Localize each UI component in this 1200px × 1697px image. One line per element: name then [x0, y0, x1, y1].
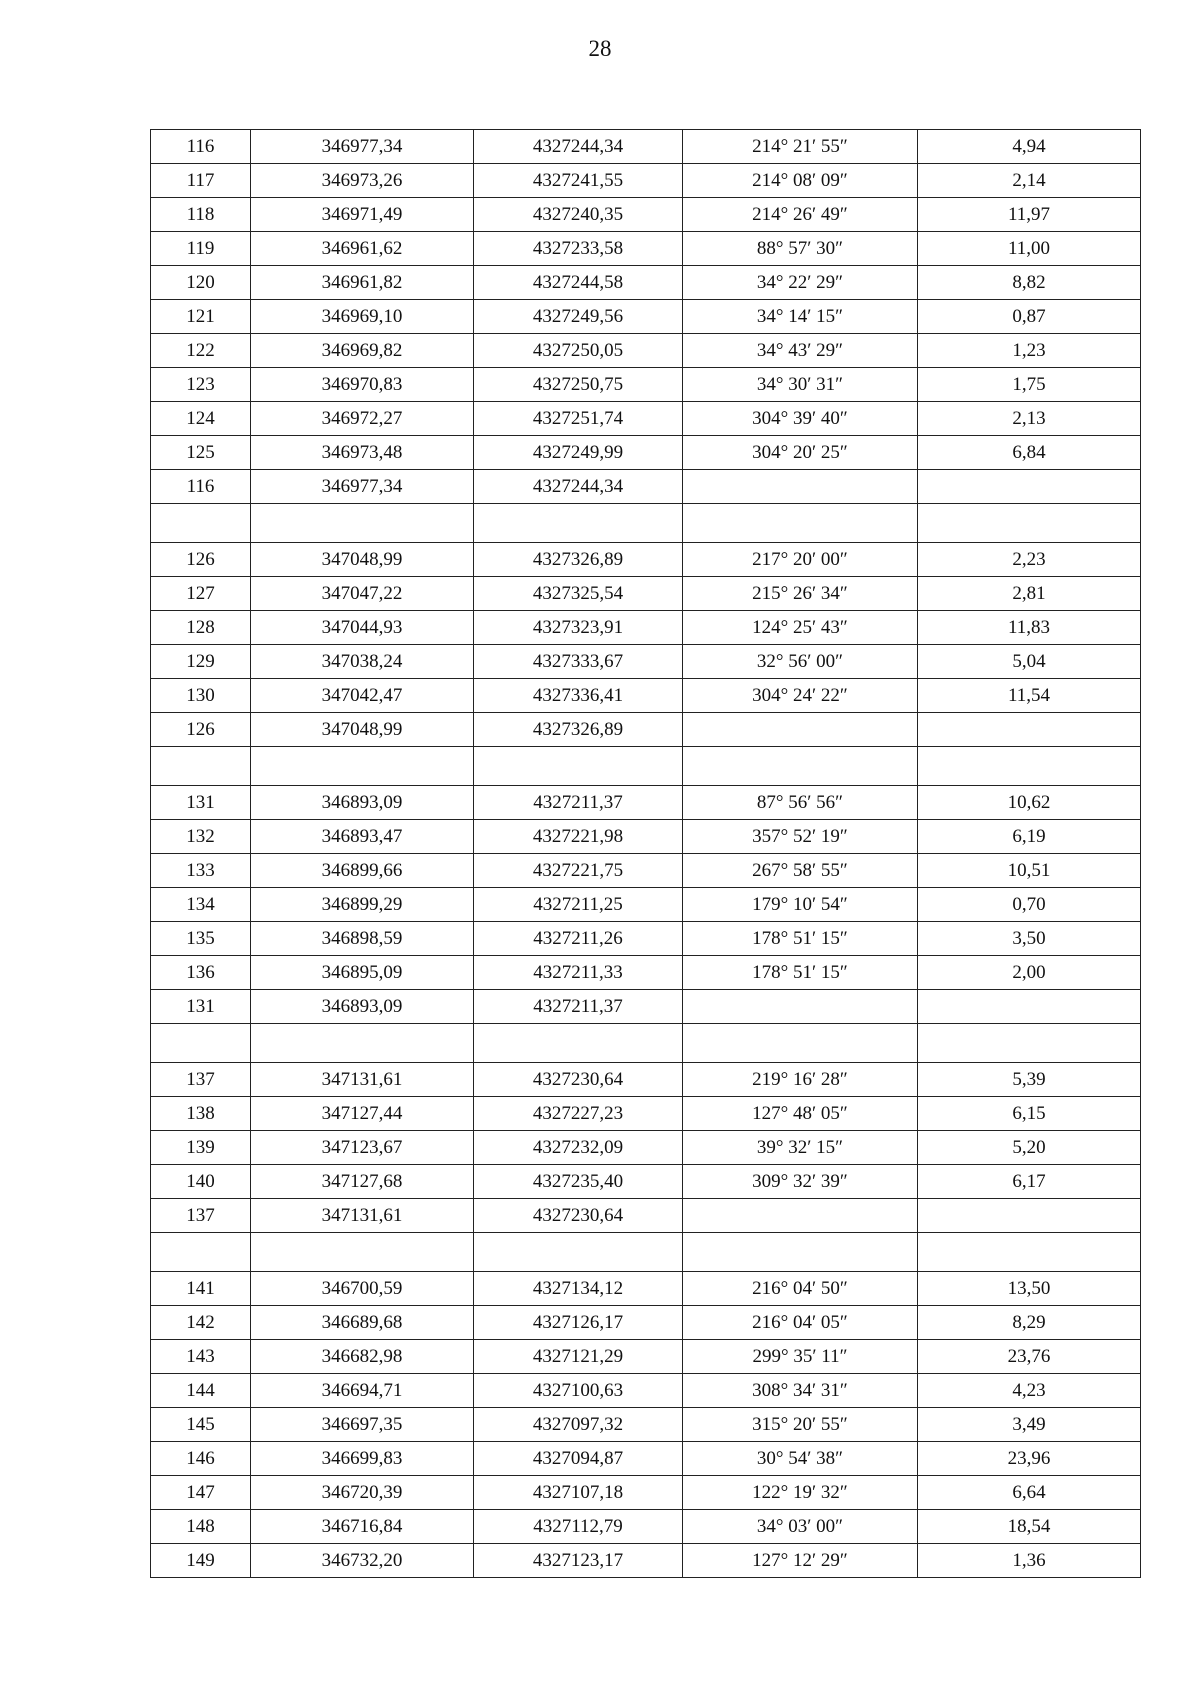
point-number-cell: 144 [151, 1374, 251, 1408]
table-row [151, 300, 1141, 334]
bearing-cell: 127° 12′ 29″ [683, 1544, 918, 1578]
distance-cell [918, 747, 1141, 786]
point-number-cell: 145 [151, 1408, 251, 1442]
bearing-cell: 216° 04′ 50″ [683, 1272, 918, 1306]
point-number-cell: 142 [151, 1306, 251, 1340]
distance-cell: 0,70 [918, 888, 1141, 922]
distance-cell [918, 470, 1141, 504]
table-row [151, 198, 1141, 232]
table-row [151, 232, 1141, 266]
y-coordinate-cell [474, 1233, 683, 1272]
distance-cell: 3,49 [918, 1408, 1141, 1442]
bearing-cell: 267° 58′ 55″ [683, 854, 918, 888]
table-row [151, 956, 1141, 990]
table-row [151, 164, 1141, 198]
x-coordinate-cell: 346716,84 [251, 1510, 474, 1544]
x-coordinate-cell: 347047,22 [251, 577, 474, 611]
distance-cell: 8,29 [918, 1306, 1141, 1340]
x-coordinate-cell: 346732,20 [251, 1544, 474, 1578]
bearing-cell: 304° 20′ 25″ [683, 436, 918, 470]
separator-row [151, 747, 1141, 786]
table-row [151, 1442, 1141, 1476]
y-coordinate-cell: 4327123,17 [474, 1544, 683, 1578]
x-coordinate-cell: 347038,24 [251, 645, 474, 679]
table-row [151, 1510, 1141, 1544]
table-row [151, 368, 1141, 402]
point-number-cell: 149 [151, 1544, 251, 1578]
y-coordinate-cell [474, 747, 683, 786]
table-row [151, 1165, 1141, 1199]
bearing-cell: 178° 51′ 15″ [683, 956, 918, 990]
x-coordinate-cell: 346898,59 [251, 922, 474, 956]
point-number-cell: 122 [151, 334, 251, 368]
x-coordinate-cell: 346720,39 [251, 1476, 474, 1510]
x-coordinate-cell: 346977,34 [251, 130, 474, 164]
distance-cell: 3,50 [918, 922, 1141, 956]
x-coordinate-cell: 347042,47 [251, 679, 474, 713]
y-coordinate-cell: 4327244,58 [474, 266, 683, 300]
bearing-cell: 178° 51′ 15″ [683, 922, 918, 956]
y-coordinate-cell: 4327211,37 [474, 786, 683, 820]
bearing-cell: 219° 16′ 28″ [683, 1063, 918, 1097]
bearing-cell [683, 1024, 918, 1063]
point-number-cell: 132 [151, 820, 251, 854]
y-coordinate-cell: 4327134,12 [474, 1272, 683, 1306]
table-row [151, 1476, 1141, 1510]
x-coordinate-cell: 346700,59 [251, 1272, 474, 1306]
distance-cell: 4,23 [918, 1374, 1141, 1408]
distance-cell: 6,64 [918, 1476, 1141, 1510]
x-coordinate-cell: 346893,09 [251, 786, 474, 820]
table-row [151, 402, 1141, 436]
point-number-cell: 148 [151, 1510, 251, 1544]
bearing-cell [683, 470, 918, 504]
distance-cell [918, 1024, 1141, 1063]
bearing-cell: 122° 19′ 32″ [683, 1476, 918, 1510]
x-coordinate-cell: 346893,09 [251, 990, 474, 1024]
point-number-cell: 125 [151, 436, 251, 470]
x-coordinate-cell: 346969,10 [251, 300, 474, 334]
point-number-cell [151, 1024, 251, 1063]
y-coordinate-cell: 4327121,29 [474, 1340, 683, 1374]
distance-cell: 6,17 [918, 1165, 1141, 1199]
x-coordinate-cell: 346893,47 [251, 820, 474, 854]
bearing-cell: 214° 08′ 09″ [683, 164, 918, 198]
bearing-cell: 304° 39′ 40″ [683, 402, 918, 436]
point-number-cell: 139 [151, 1131, 251, 1165]
y-coordinate-cell: 4327241,55 [474, 164, 683, 198]
x-coordinate-cell: 346970,83 [251, 368, 474, 402]
bearing-cell: 124° 25′ 43″ [683, 611, 918, 645]
distance-cell: 2,23 [918, 543, 1141, 577]
x-coordinate-cell: 346961,82 [251, 266, 474, 300]
point-number-cell: 131 [151, 990, 251, 1024]
table-row [151, 543, 1141, 577]
distance-cell: 11,54 [918, 679, 1141, 713]
point-number-cell: 116 [151, 470, 251, 504]
x-coordinate-cell: 347131,61 [251, 1199, 474, 1233]
y-coordinate-cell: 4327230,64 [474, 1063, 683, 1097]
y-coordinate-cell: 4327230,64 [474, 1199, 683, 1233]
y-coordinate-cell: 4327244,34 [474, 470, 683, 504]
point-number-cell: 129 [151, 645, 251, 679]
table-row [151, 334, 1141, 368]
bearing-cell [683, 713, 918, 747]
x-coordinate-cell [251, 504, 474, 543]
table-row [151, 1131, 1141, 1165]
bearing-cell: 30° 54′ 38″ [683, 1442, 918, 1476]
bearing-cell: 357° 52′ 19″ [683, 820, 918, 854]
distance-cell [918, 1199, 1141, 1233]
distance-cell: 23,76 [918, 1340, 1141, 1374]
point-number-cell: 117 [151, 164, 251, 198]
bearing-cell: 214° 21′ 55″ [683, 130, 918, 164]
y-coordinate-cell: 4327333,67 [474, 645, 683, 679]
distance-cell: 5,39 [918, 1063, 1141, 1097]
bearing-cell: 32° 56′ 00″ [683, 645, 918, 679]
x-coordinate-cell: 347048,99 [251, 713, 474, 747]
distance-cell [918, 504, 1141, 543]
distance-cell: 6,19 [918, 820, 1141, 854]
x-coordinate-cell: 347123,67 [251, 1131, 474, 1165]
y-coordinate-cell: 4327249,99 [474, 436, 683, 470]
separator-row [151, 1233, 1141, 1272]
point-number-cell: 128 [151, 611, 251, 645]
table-row [151, 1340, 1141, 1374]
x-coordinate-cell: 346969,82 [251, 334, 474, 368]
bearing-cell [683, 1233, 918, 1272]
bearing-cell: 315° 20′ 55″ [683, 1408, 918, 1442]
distance-cell: 13,50 [918, 1272, 1141, 1306]
point-number-cell: 138 [151, 1097, 251, 1131]
table-row [151, 1544, 1141, 1578]
x-coordinate-cell: 346682,98 [251, 1340, 474, 1374]
y-coordinate-cell [474, 1024, 683, 1063]
y-coordinate-cell: 4327211,25 [474, 888, 683, 922]
x-coordinate-cell [251, 1024, 474, 1063]
y-coordinate-cell: 4327326,89 [474, 543, 683, 577]
y-coordinate-cell: 4327097,32 [474, 1408, 683, 1442]
point-number-cell: 124 [151, 402, 251, 436]
table-row [151, 820, 1141, 854]
point-number-cell [151, 504, 251, 543]
separator-row [151, 1024, 1141, 1063]
y-coordinate-cell: 4327244,34 [474, 130, 683, 164]
table-row [151, 1408, 1141, 1442]
x-coordinate-cell: 346899,29 [251, 888, 474, 922]
distance-cell: 8,82 [918, 266, 1141, 300]
x-coordinate-cell: 346977,34 [251, 470, 474, 504]
distance-cell: 4,94 [918, 130, 1141, 164]
point-number-cell: 137 [151, 1199, 251, 1233]
y-coordinate-cell: 4327211,33 [474, 956, 683, 990]
coordinates-table-body [151, 130, 1141, 1578]
bearing-cell [683, 747, 918, 786]
x-coordinate-cell: 347127,44 [251, 1097, 474, 1131]
x-coordinate-cell: 347044,93 [251, 611, 474, 645]
table-row [151, 266, 1141, 300]
bearing-cell: 34° 03′ 00″ [683, 1510, 918, 1544]
point-number-cell: 133 [151, 854, 251, 888]
y-coordinate-cell: 4327249,56 [474, 300, 683, 334]
distance-cell: 1,36 [918, 1544, 1141, 1578]
x-coordinate-cell: 346899,66 [251, 854, 474, 888]
y-coordinate-cell: 4327326,89 [474, 713, 683, 747]
distance-cell: 23,96 [918, 1442, 1141, 1476]
table-row [151, 470, 1141, 504]
y-coordinate-cell: 4327235,40 [474, 1165, 683, 1199]
y-coordinate-cell: 4327107,18 [474, 1476, 683, 1510]
x-coordinate-cell: 346895,09 [251, 956, 474, 990]
bearing-cell: 217° 20′ 00″ [683, 543, 918, 577]
point-number-cell: 147 [151, 1476, 251, 1510]
y-coordinate-cell: 4327211,26 [474, 922, 683, 956]
table-row [151, 130, 1141, 164]
x-coordinate-cell: 346972,27 [251, 402, 474, 436]
bearing-cell: 34° 43′ 29″ [683, 334, 918, 368]
point-number-cell: 143 [151, 1340, 251, 1374]
distance-cell: 18,54 [918, 1510, 1141, 1544]
point-number-cell: 123 [151, 368, 251, 402]
x-coordinate-cell: 346689,68 [251, 1306, 474, 1340]
y-coordinate-cell: 4327250,05 [474, 334, 683, 368]
distance-cell [918, 1233, 1141, 1272]
y-coordinate-cell: 4327221,75 [474, 854, 683, 888]
distance-cell: 1,23 [918, 334, 1141, 368]
y-coordinate-cell: 4327251,74 [474, 402, 683, 436]
x-coordinate-cell: 346961,62 [251, 232, 474, 266]
distance-cell: 11,83 [918, 611, 1141, 645]
table-row [151, 645, 1141, 679]
bearing-cell: 88° 57′ 30″ [683, 232, 918, 266]
point-number-cell: 141 [151, 1272, 251, 1306]
distance-cell [918, 990, 1141, 1024]
table-row [151, 1063, 1141, 1097]
point-number-cell: 146 [151, 1442, 251, 1476]
point-number-cell: 118 [151, 198, 251, 232]
y-coordinate-cell: 4327100,63 [474, 1374, 683, 1408]
y-coordinate-cell: 4327227,23 [474, 1097, 683, 1131]
table-row [151, 1272, 1141, 1306]
x-coordinate-cell: 346973,26 [251, 164, 474, 198]
bearing-cell: 179° 10′ 54″ [683, 888, 918, 922]
point-number-cell: 130 [151, 679, 251, 713]
point-number-cell: 134 [151, 888, 251, 922]
y-coordinate-cell: 4327233,58 [474, 232, 683, 266]
point-number-cell: 136 [151, 956, 251, 990]
point-number-cell [151, 747, 251, 786]
bearing-cell: 34° 30′ 31″ [683, 368, 918, 402]
table-row [151, 786, 1141, 820]
distance-cell: 2,81 [918, 577, 1141, 611]
point-number-cell: 140 [151, 1165, 251, 1199]
point-number-cell: 137 [151, 1063, 251, 1097]
x-coordinate-cell: 346697,35 [251, 1408, 474, 1442]
y-coordinate-cell: 4327112,79 [474, 1510, 683, 1544]
distance-cell: 11,00 [918, 232, 1141, 266]
bearing-cell: 39° 32′ 15″ [683, 1131, 918, 1165]
x-coordinate-cell: 347127,68 [251, 1165, 474, 1199]
page-number: 28 [588, 36, 612, 61]
table-row [151, 1374, 1141, 1408]
table-row [151, 854, 1141, 888]
y-coordinate-cell: 4327336,41 [474, 679, 683, 713]
point-number-cell: 119 [151, 232, 251, 266]
distance-cell: 5,04 [918, 645, 1141, 679]
distance-cell: 2,14 [918, 164, 1141, 198]
point-number-cell: 126 [151, 543, 251, 577]
table-row [151, 990, 1141, 1024]
distance-cell: 2,00 [918, 956, 1141, 990]
table-row [151, 1199, 1141, 1233]
x-coordinate-cell: 346971,49 [251, 198, 474, 232]
table-row [151, 1306, 1141, 1340]
bearing-cell: 34° 14′ 15″ [683, 300, 918, 334]
distance-cell: 5,20 [918, 1131, 1141, 1165]
bearing-cell: 127° 48′ 05″ [683, 1097, 918, 1131]
distance-cell: 10,62 [918, 786, 1141, 820]
y-coordinate-cell [474, 504, 683, 543]
y-coordinate-cell: 4327323,91 [474, 611, 683, 645]
table-row [151, 922, 1141, 956]
bearing-cell: 308° 34′ 31″ [683, 1374, 918, 1408]
bearing-cell: 34° 22′ 29″ [683, 266, 918, 300]
bearing-cell: 304° 24′ 22″ [683, 679, 918, 713]
point-number-cell: 135 [151, 922, 251, 956]
distance-cell: 6,84 [918, 436, 1141, 470]
distance-cell: 1,75 [918, 368, 1141, 402]
distance-cell [918, 713, 1141, 747]
point-number-cell: 116 [151, 130, 251, 164]
point-number-cell: 121 [151, 300, 251, 334]
y-coordinate-cell: 4327232,09 [474, 1131, 683, 1165]
bearing-cell: 299° 35′ 11″ [683, 1340, 918, 1374]
point-number-cell: 127 [151, 577, 251, 611]
x-coordinate-cell: 346973,48 [251, 436, 474, 470]
table-row [151, 888, 1141, 922]
y-coordinate-cell: 4327240,35 [474, 198, 683, 232]
x-coordinate-cell: 347048,99 [251, 543, 474, 577]
y-coordinate-cell: 4327094,87 [474, 1442, 683, 1476]
table-row [151, 679, 1141, 713]
y-coordinate-cell: 4327250,75 [474, 368, 683, 402]
distance-cell: 2,13 [918, 402, 1141, 436]
table-row [151, 1097, 1141, 1131]
bearing-cell: 87° 56′ 56″ [683, 786, 918, 820]
point-number-cell: 120 [151, 266, 251, 300]
bearing-cell [683, 990, 918, 1024]
x-coordinate-cell [251, 747, 474, 786]
y-coordinate-cell: 4327325,54 [474, 577, 683, 611]
point-number-cell: 131 [151, 786, 251, 820]
point-number-cell [151, 1233, 251, 1272]
table-row [151, 611, 1141, 645]
point-number-cell: 126 [151, 713, 251, 747]
table-row [151, 577, 1141, 611]
bearing-cell [683, 1199, 918, 1233]
x-coordinate-cell: 347131,61 [251, 1063, 474, 1097]
y-coordinate-cell: 4327126,17 [474, 1306, 683, 1340]
distance-cell: 0,87 [918, 300, 1141, 334]
bearing-cell: 309° 32′ 39″ [683, 1165, 918, 1199]
x-coordinate-cell [251, 1233, 474, 1272]
coordinates-table [150, 129, 1141, 1578]
x-coordinate-cell: 346699,83 [251, 1442, 474, 1476]
table-row [151, 436, 1141, 470]
distance-cell: 6,15 [918, 1097, 1141, 1131]
y-coordinate-cell: 4327211,37 [474, 990, 683, 1024]
y-coordinate-cell: 4327221,98 [474, 820, 683, 854]
separator-row [151, 504, 1141, 543]
bearing-cell: 216° 04′ 05″ [683, 1306, 918, 1340]
bearing-cell [683, 504, 918, 543]
distance-cell: 10,51 [918, 854, 1141, 888]
bearing-cell: 215° 26′ 34″ [683, 577, 918, 611]
table-row [151, 713, 1141, 747]
distance-cell: 11,97 [918, 198, 1141, 232]
x-coordinate-cell: 346694,71 [251, 1374, 474, 1408]
bearing-cell: 214° 26′ 49″ [683, 198, 918, 232]
